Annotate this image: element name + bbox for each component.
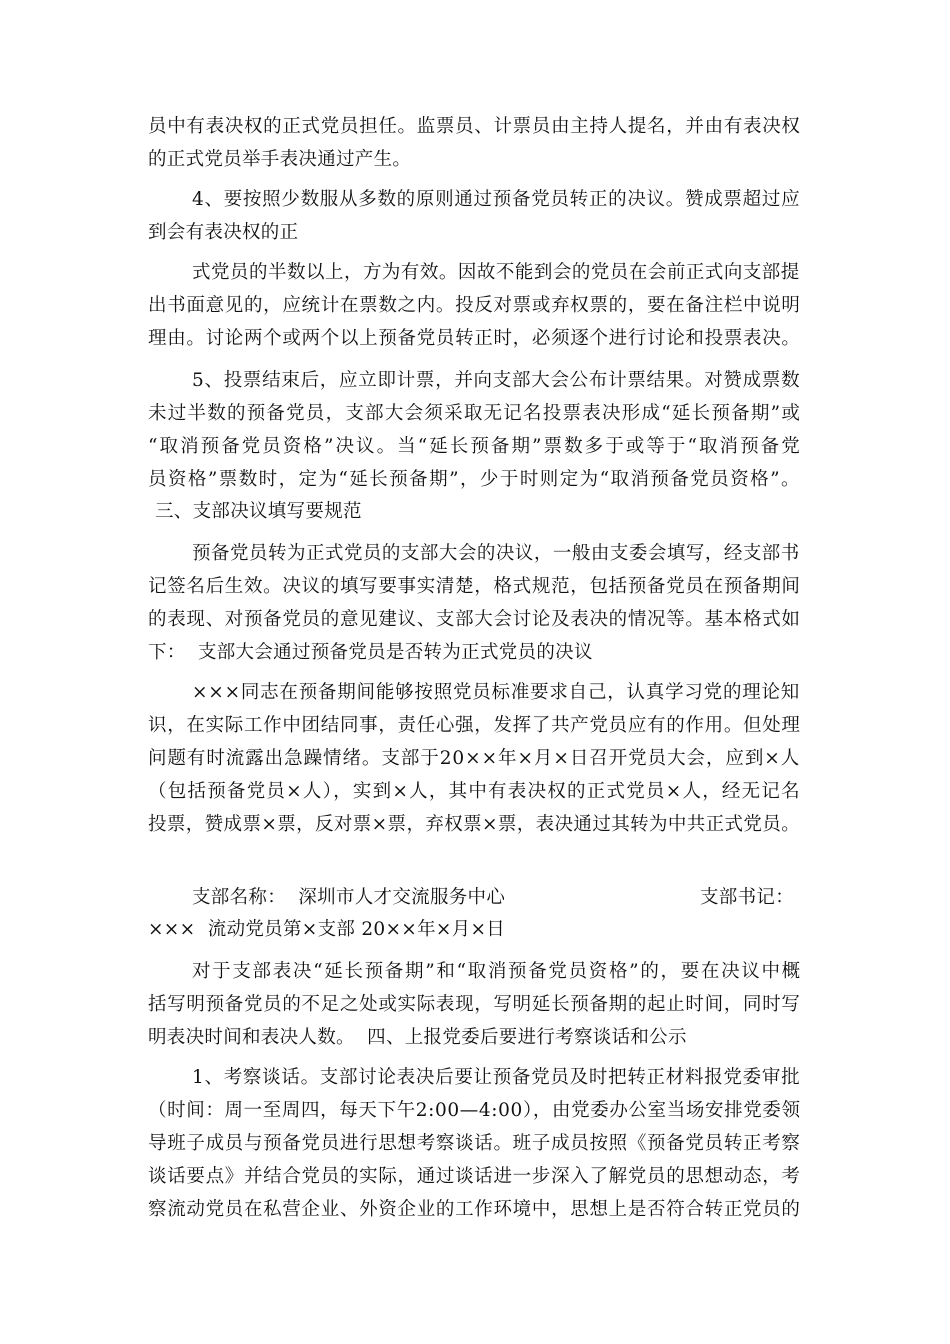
text-line: 的正式党员举手表决通过产生。 [148,149,412,170]
text-line: 明表决时间和表决人数。 四、上报党委后要进行考察谈话和公示 [148,1027,687,1048]
text-line: （包括预备党员×人），实到×人，其中有表决权的正式党员×人，经无记名 [148,781,801,802]
text-line: 1、考察谈话。支部讨论表决后要让预备党员及时把转正材料报党委审批 [192,1067,801,1088]
text-line: 5、投票结束后，应立即计票，并向支部大会公布计票结果。对赞成票数 [192,370,801,391]
text-line: 员资格”票数时，定为“延长预备期”，少于时则定为“取消预备党员资格”。 [148,469,801,490]
branch-secretary-label: 支部书记： [700,887,795,908]
text-line: 4、要按照少数服从多数的原则通过预备党员转正的决议。赞成票超过应 [192,189,801,210]
text-line: 式党员的半数以上，方为有效。因故不能到会的党员在会前正式向支部提 [192,262,800,283]
text-line: 察流动党员在私营企业、外资企业的工作环境中，思想上是否符合转正党员的 [148,1199,801,1220]
text-line: 理由。讨论两个或两个以上预备党员转正时，必须逐个进行讨论和投票表决。 [148,328,801,349]
text-line: 括写明预备党员的不足之处或实际表现，写明延长预备期的起止时间，同时写 [148,994,801,1015]
text-line: 导班子成员与预备党员进行思想考察谈话。班子成员按照《预备党员转正考察 [148,1133,801,1154]
text-line: 问题有时流露出急躁情绪。支部于20××年×月×日召开党员大会，应到×人 [148,748,801,769]
text-line: 记签名后生效。决议的填写要事实清楚，格式规范，包括预备党员在预备期间 [148,576,801,597]
text-line: 投票，赞成票×票，反对票×票，弃权票×票，表决通过其转为中共正式党员。 [148,814,801,835]
branch-name: 支部名称： 深圳市人才交流服务中心 [192,887,506,908]
text-line: 对于支部表决“延长预备期”和“取消预备党员资格”的，要在决议中概 [192,961,802,982]
text-line: 的表现、对预备党员的意见建议、支部大会讨论及表决的情况等。基本格式如 [148,609,801,630]
section-heading: 三、支部决议填写要规范 [155,501,362,522]
text-line: 谈话要点》并结合党员的实际，通过谈话进一步深入了解党员的思想动态，考 [148,1166,801,1187]
text-line: 未过半数的预备党员，支部大会须采取无记名投票表决形成“延长预备期”或 [148,403,802,424]
text-line: “取消预备党员资格”决议。当“延长预备期”票数多于或等于“取消预备党 [148,436,802,457]
text-line: （时间：周一至周四，每天下午2:00—4:00），由党委办公室当场安排党委领 [148,1100,801,1121]
text-line: ×××同志在预备期间能够按照党员标准要求自己，认真学习党的理论知 [192,682,801,703]
text-line: 出书面意见的，应统计在票数之内。投反对票或弃权票的，要在备注栏中说明 [148,295,801,316]
text-line: 员中有表决权的正式党员担任。监票员、计票员由主持人提名，并由有表决权 [148,116,801,137]
text-line: 识，在实际工作中团结同事，责任心强，发挥了共产党员应有的作用。但处理 [148,715,801,736]
text-line: 到会有表决权的正 [148,222,299,243]
text-line: 预备党员转为正式党员的支部大会的决议，一般由支委会填写，经支部书 [192,543,800,564]
text-line: 下： 支部大会通过预备党员是否转为正式党员的决议 [148,642,593,663]
signature-line: ××× 流动党员第×支部 20××年×月×日 [148,919,506,940]
